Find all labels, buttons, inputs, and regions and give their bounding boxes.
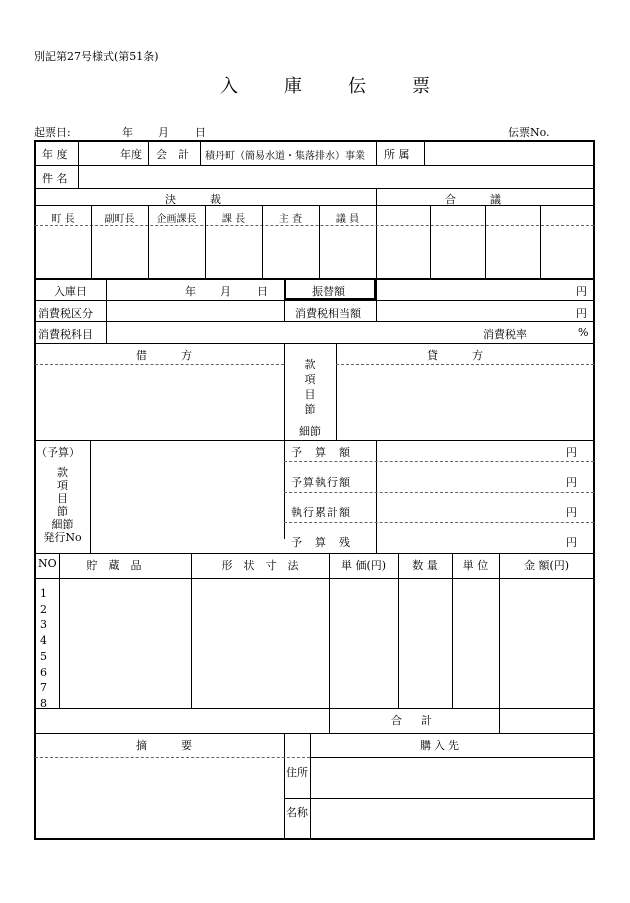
row-number: 8 xyxy=(40,696,47,710)
budget-class-labels: 款 項 目 節 細節 発行No xyxy=(43,466,82,544)
issue-day: 日 xyxy=(195,126,206,139)
role-member: 議 員 xyxy=(335,214,360,225)
row-number: 1 xyxy=(40,587,47,600)
budget-cumulative-yen: 円 xyxy=(566,506,577,519)
decision-label: 決 裁 xyxy=(165,193,225,206)
issue-month: 月 xyxy=(158,126,169,139)
role-deputy-mayor: 副町長 xyxy=(104,214,135,225)
tax-rate-label: 消費税率 xyxy=(483,328,527,341)
budget-label: （予算） xyxy=(36,446,80,459)
budget-remaining-yen: 円 xyxy=(566,536,577,549)
subject-label: 件 名 xyxy=(42,172,68,185)
role-mayor: 町 長 xyxy=(51,214,75,225)
tax-item-label: 消費税科目 xyxy=(38,328,93,341)
entry-month: 月 xyxy=(220,285,231,298)
form-reference: 別記第27号様式(第51条) xyxy=(34,50,159,63)
budget-remaining-label: 予 算 残 xyxy=(291,536,351,549)
entry-day: 日 xyxy=(257,285,268,298)
role-chief-clerk: 主 査 xyxy=(278,214,303,225)
dept-label: 所 属 xyxy=(384,148,410,161)
row-number: 5 xyxy=(40,649,47,663)
debit-label: 借 方 xyxy=(136,349,196,362)
name-label: 名称 xyxy=(286,806,308,819)
row-number: 4 xyxy=(40,634,47,648)
entry-date-label: 入庫日 xyxy=(54,285,87,298)
total-label: 合 計 xyxy=(391,714,436,727)
issue-date-label: 起票日: xyxy=(34,126,71,139)
budget-cumulative-label: 執行累計額 xyxy=(291,506,351,519)
transfer-yen: 円 xyxy=(576,285,587,298)
row-number: 7 xyxy=(40,681,47,695)
row-number: 6 xyxy=(40,665,47,679)
issue-year: 年 xyxy=(122,126,133,139)
col-item: 貯 蔵 品 xyxy=(86,559,142,572)
slip-no-label: 伝票No. xyxy=(508,126,550,139)
row-number: 3 xyxy=(40,618,47,632)
tax-amount-label: 消費税相当額 xyxy=(295,307,361,320)
budget-amount-yen: 円 xyxy=(566,446,577,459)
item-row-numbers xyxy=(40,586,47,712)
budget-executed-label: 予算執行額 xyxy=(291,476,351,489)
address-label: 住所 xyxy=(286,766,308,779)
entry-year: 年 xyxy=(185,285,196,298)
col-unit: 単 位 xyxy=(462,559,489,572)
page-title: 入 庫 伝 票 xyxy=(220,76,444,97)
budget-amount-label: 予 算 額 xyxy=(291,446,351,459)
col-unit-price: 単 価(円) xyxy=(340,559,387,572)
supplier-label: 購入先 xyxy=(420,739,462,752)
row-number: 2 xyxy=(40,602,47,616)
summary-label: 摘 要 xyxy=(136,739,196,752)
role-section-chief: 課 長 xyxy=(221,214,246,225)
fiscal-year-label: 年 度 xyxy=(42,148,68,161)
role-planning-chief: 企画課長 xyxy=(156,214,197,225)
tax-category-label: 消費税区分 xyxy=(38,307,93,320)
tax-amount-yen: 円 xyxy=(576,307,587,320)
account-label: 会 計 xyxy=(156,148,189,161)
credit-label: 貸 方 xyxy=(427,349,487,362)
account-subsection-label: 細節 xyxy=(299,425,321,438)
account-value: 積丹町（簡易水道・集落排水）事業 xyxy=(205,151,365,162)
tax-rate-percent: % xyxy=(578,326,589,339)
budget-executed-yen: 円 xyxy=(566,476,577,489)
col-dimensions: 形 状 寸 法 xyxy=(221,559,299,572)
form-frame xyxy=(34,140,595,840)
account-class-labels: 款 項 目 節 xyxy=(304,358,316,416)
col-no: NO xyxy=(38,557,57,570)
transfer-label: 振替額 xyxy=(312,285,345,298)
consult-label: 合 議 xyxy=(445,193,505,206)
col-quantity: 数 量 xyxy=(412,559,438,572)
col-amount: 金 額(円) xyxy=(523,559,570,572)
fiscal-year-suffix: 年度 xyxy=(120,148,142,161)
